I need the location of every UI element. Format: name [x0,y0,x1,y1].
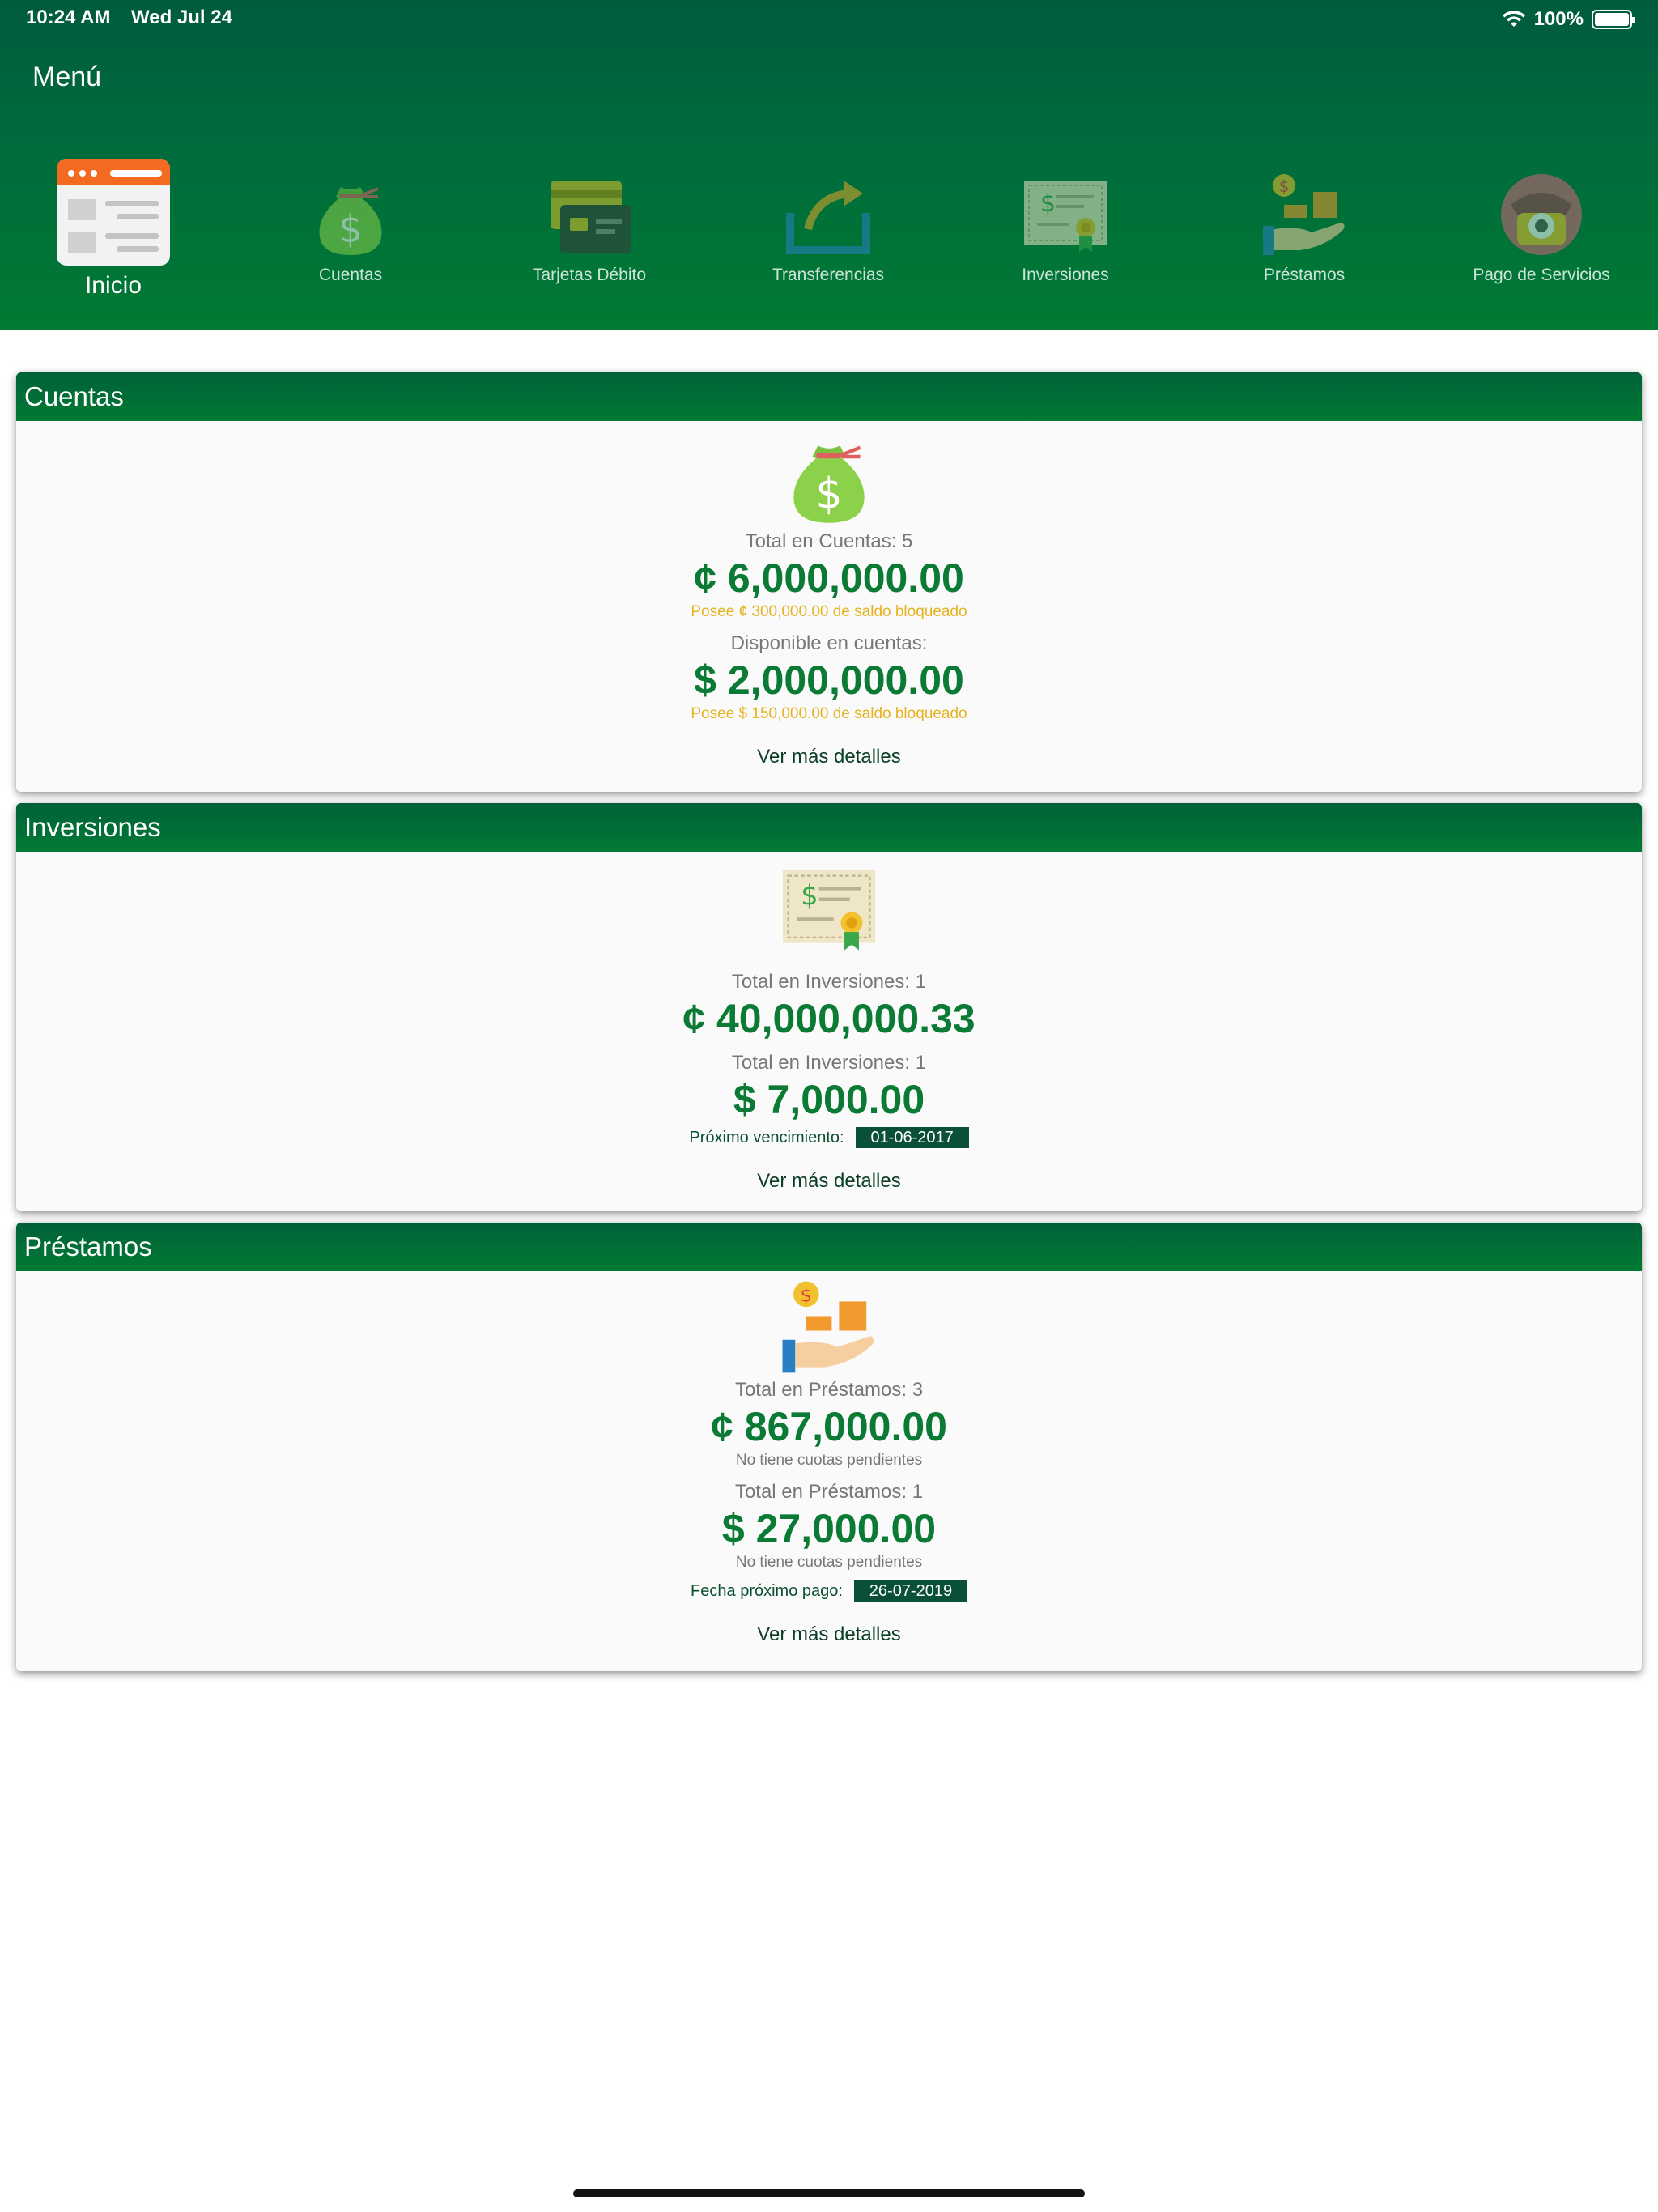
home-dashboard-icon [55,155,172,269]
cuentas-card-body [16,429,1642,769]
prestamos-card-body [16,1279,1642,1647]
prestamos-total-label-1: Total en Préstamos: 3 [734,1379,924,1401]
money-bag-icon [784,429,874,525]
main-nav [0,149,1658,303]
nav-label-tarjetas-debito: Tarjetas Débito [532,266,647,284]
inversiones-next-maturity-row [16,1127,1642,1148]
cuentas-total-label: Total en Cuentas: 5 [745,530,913,552]
svg-text:$: $ [815,470,843,519]
svg-text:$: $ [800,1285,812,1307]
cuentas-card-title: Cuentas [16,372,1642,421]
nav-label-inversiones: Inversiones [1022,266,1109,284]
inversiones-details-link[interactable]: Ver más detalles [757,1170,901,1192]
inversiones-card [16,803,1642,1211]
cuentas-available-amount: $ 2,000,000.00 [694,657,964,703]
prestamos-note-2: No tiene cuotas pendientes [735,1554,923,1571]
home-indicator[interactable] [573,2189,1085,2197]
money-bag-icon [306,170,395,259]
loan-hand-coins-icon [779,1279,879,1375]
battery-icon [1592,10,1632,29]
nav-item-prestamos[interactable] [1199,149,1409,303]
certificate-icon [1021,170,1110,259]
inversiones-next-date: 01-06-2017 [856,1127,969,1148]
inversiones-total-label-1: Total en Inversiones: 1 [731,971,927,993]
prestamos-next-label: Fecha próximo pago: [691,1582,843,1600]
prestamos-note-1: No tiene cuotas pendientes [735,1452,923,1469]
status-bar [0,0,1658,39]
inversiones-next-label: Próximo vencimiento: [689,1129,844,1146]
svg-text:$: $ [338,207,363,251]
status-date: Wed Jul 24 [131,6,232,28]
nav-label-transferencias: Transferencias [772,266,885,284]
telephone-icon [1497,170,1586,259]
inversiones-total-amount-2: $ 7,000.00 [733,1077,925,1122]
debit-card-icon [545,170,634,259]
wifi-icon [1502,11,1526,28]
prestamos-total-amount-2: $ 27,000.00 [721,1506,937,1551]
prestamos-next-payment-row [16,1580,1642,1602]
certificate-icon [779,863,879,954]
cuentas-available-note: Posee $ 150,000.00 de saldo bloqueado [691,705,967,722]
cuentas-total-note: Posee ¢ 300,000.00 de saldo bloqueado [691,603,967,620]
inversiones-card-body [16,863,1642,1193]
prestamos-total-label-2: Total en Préstamos: 1 [734,1481,924,1503]
menu-title[interactable]: Menú [32,62,102,92]
loan-hand-coins-icon [1260,170,1349,259]
nav-item-cuentas[interactable] [245,149,456,303]
inversiones-total-amount-1: ¢ 40,000,000.33 [682,996,976,1041]
nav-label-prestamos: Préstamos [1263,266,1346,284]
nav-item-inicio[interactable] [8,149,219,303]
nav-item-inversiones[interactable] [960,149,1171,303]
nav-item-tarjetas-debito[interactable] [484,149,695,303]
svg-text:$: $ [1040,189,1056,218]
nav-label-inicio: Inicio [84,272,142,299]
svg-text:$: $ [1278,177,1290,196]
prestamos-card [16,1223,1642,1671]
status-right [1502,6,1632,32]
svg-text:$: $ [801,879,818,912]
cuentas-details-link[interactable]: Ver más detalles [757,746,901,768]
inversiones-card-title: Inversiones [16,803,1642,852]
nav-label-cuentas: Cuentas [318,266,383,284]
prestamos-card-title: Préstamos [16,1223,1642,1271]
cuentas-available-label: Disponible en cuentas: [730,632,928,654]
prestamos-next-date: 26-07-2019 [854,1580,967,1602]
nav-label-pago-de-servicios: Pago de Servicios [1473,266,1610,284]
transfer-icon [784,170,873,259]
cuentas-card [16,372,1642,792]
status-time: 10:24 AM [26,6,111,28]
cuentas-total-amount: ¢ 6,000,000.00 [694,555,964,601]
battery-percentage: 100% [1533,8,1584,30]
nav-item-transferencias[interactable] [723,149,933,303]
prestamos-details-link[interactable]: Ver más detalles [757,1623,901,1645]
app-header [0,0,1658,330]
nav-item-pago-de-servicios[interactable] [1436,149,1647,303]
inversiones-total-label-2: Total en Inversiones: 1 [731,1052,927,1074]
prestamos-total-amount-1: ¢ 867,000.00 [711,1404,947,1449]
